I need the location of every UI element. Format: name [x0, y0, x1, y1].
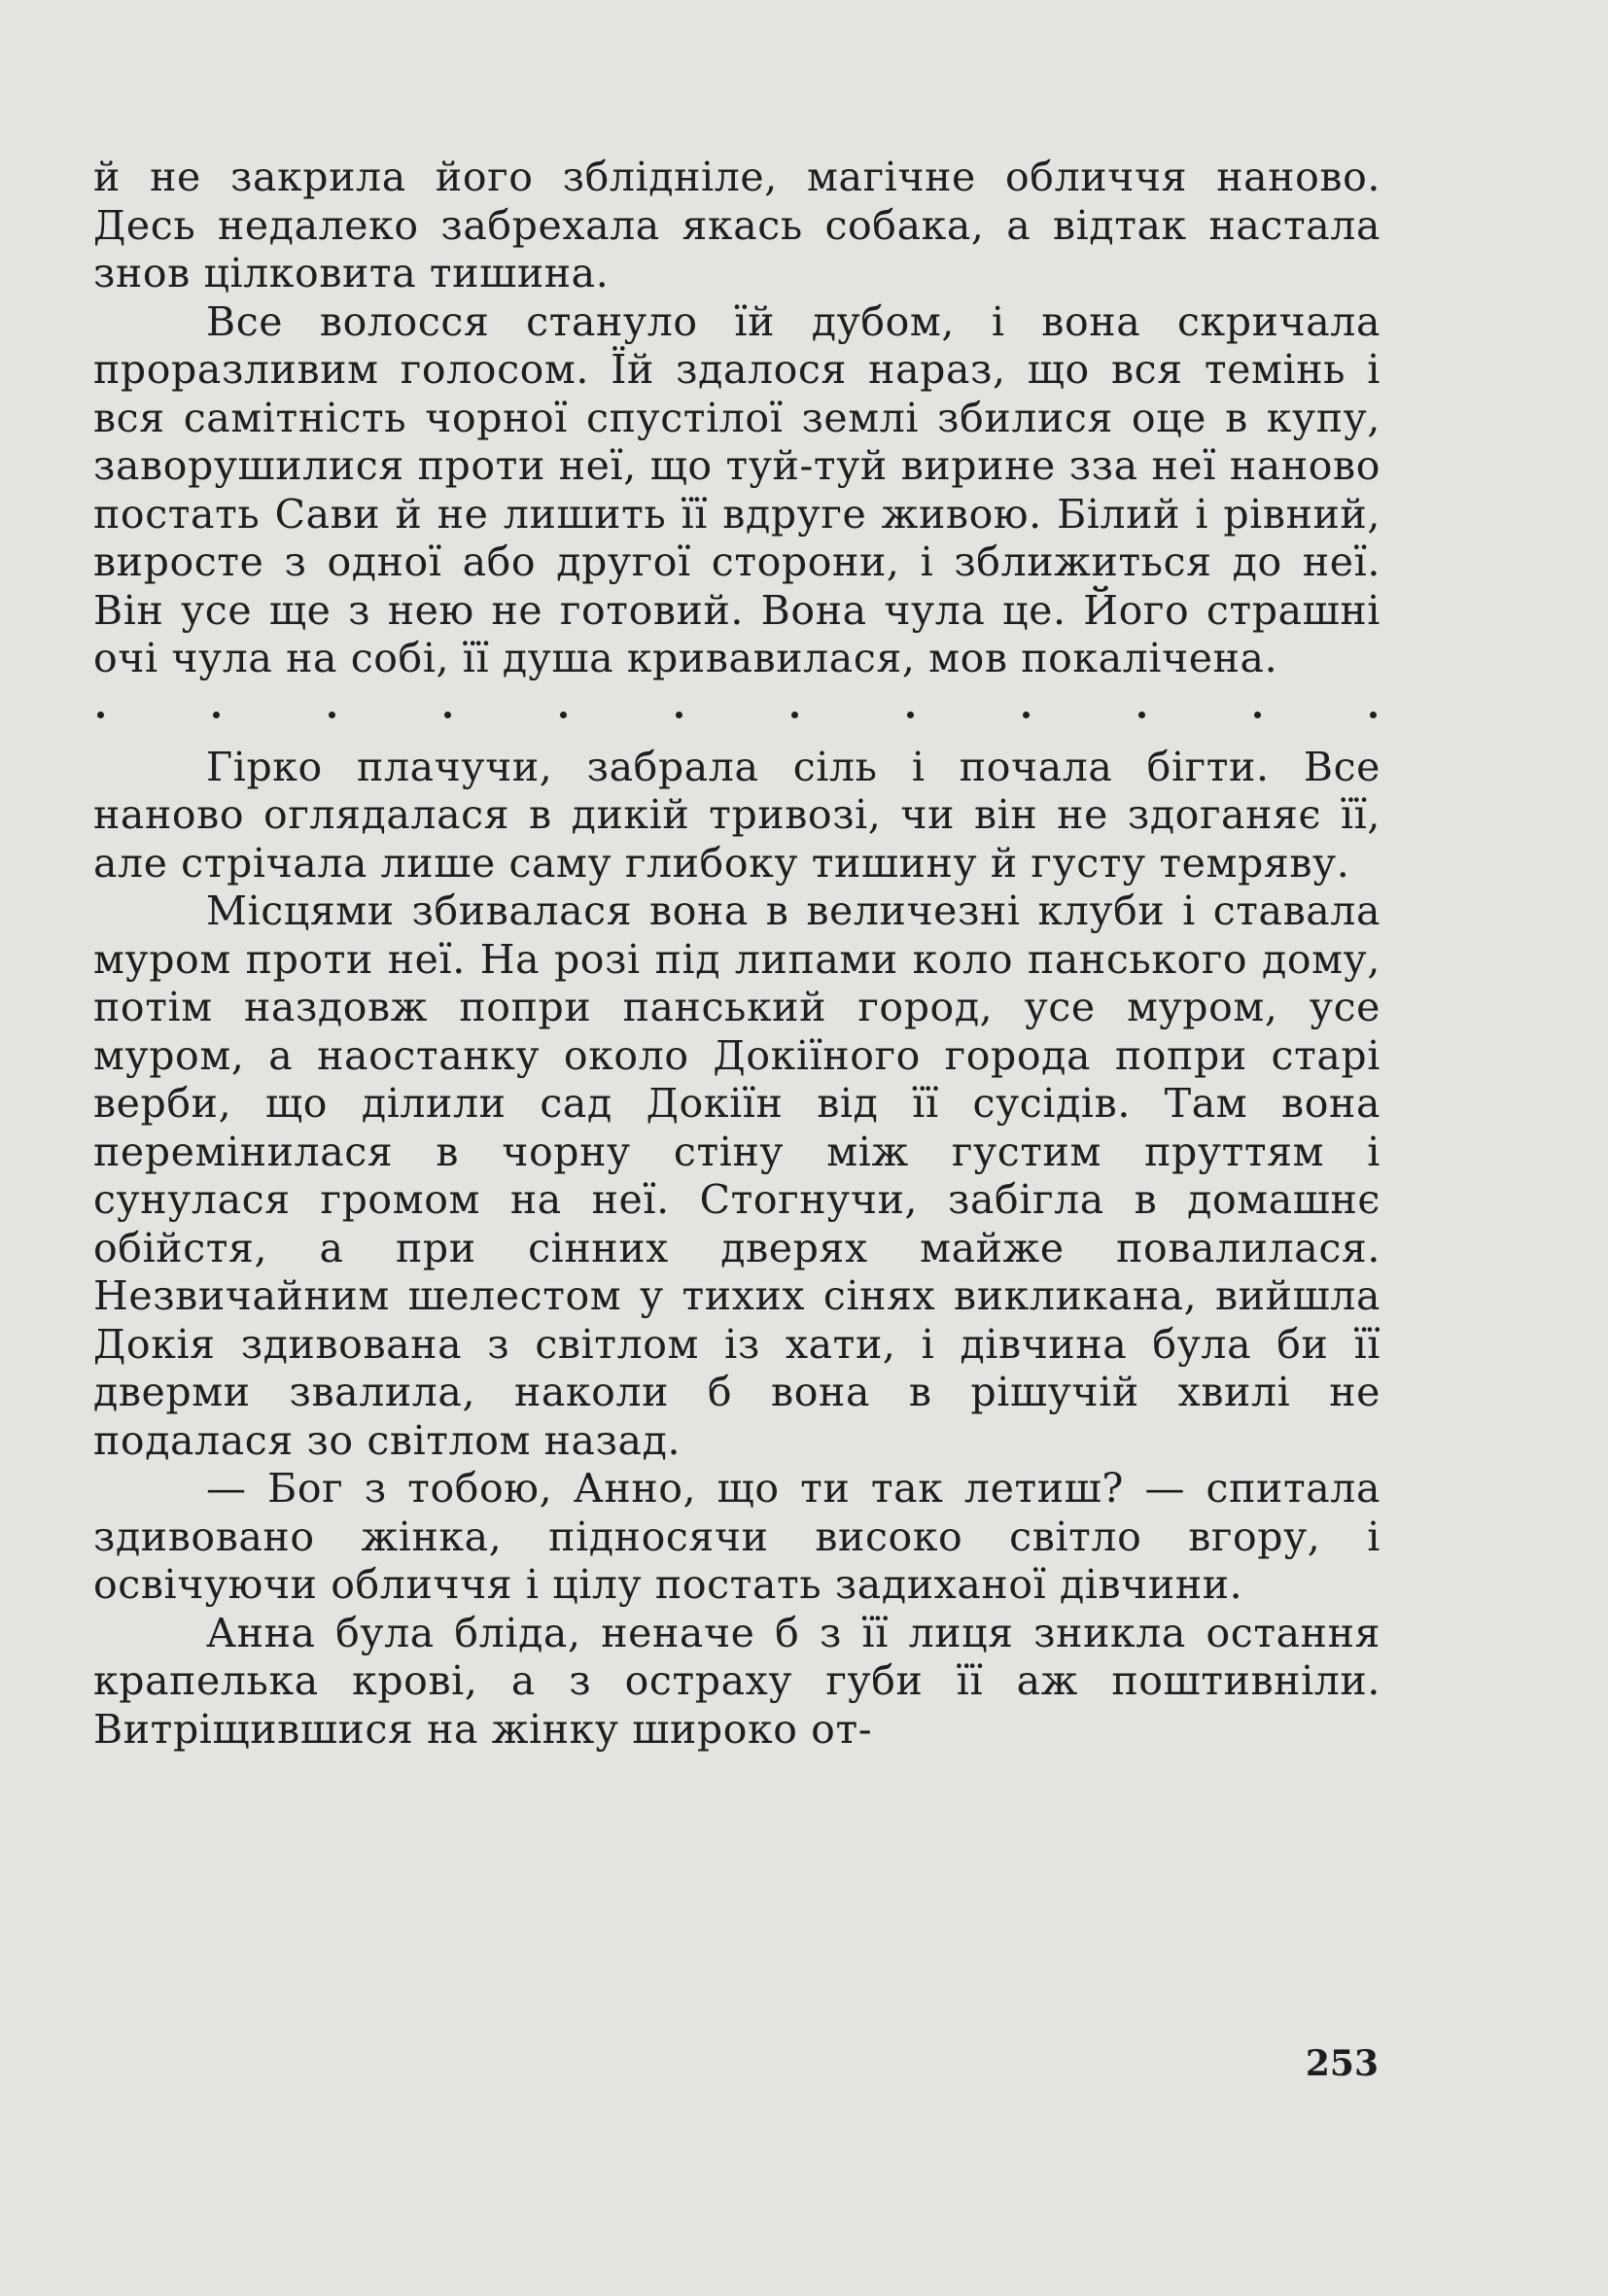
page-number: 253: [1305, 2043, 1379, 2084]
separator-dot: [791, 712, 798, 718]
separator-dot: [907, 712, 914, 718]
separator-dot: [444, 712, 451, 718]
section-separator-dots: [93, 701, 1381, 730]
separator-dot: [560, 712, 567, 718]
separator-dot: [676, 712, 682, 718]
separator-dot: [97, 712, 104, 718]
paragraph-2: Все волосся стануло їй дубом, і вона скричала проразливим голосом. Їй здалося нараз, що вся темінь і вся самітність чорної спустілої землі збилися оце в купу, заворушилися проти неї, що туй-туй вирине зза неї наново постать Сави й не лишить її вдруге живою. Білий і рівний, виросте з одної або другої сторони, і зближиться до неї. Він усе ще з нею не готовий. Вона чула це. Його страшні очі чула на собі, її душа кривавилася, мов покалічена.: [93, 297, 1381, 681]
paragraph-6: Анна була бліда, неначе б з її лиця зникла остання крапелька крові, а з остраху губи її аж поштивніли. Витріщившися на жінку широко от-: [93, 1609, 1381, 1753]
separator-dot: [1254, 712, 1261, 718]
separator-dot: [329, 712, 335, 718]
separator-dot: [213, 712, 220, 718]
separator-dot: [1023, 712, 1030, 718]
paragraph-3: Гірко плачучи, забрала сіль і почала бігти. Все наново оглядалася в дикій тривозі, чи він не здоганяє її, але стрічала лише саму глибоку тишину й густу темряву.: [93, 743, 1381, 887]
separator-dot: [1370, 712, 1377, 718]
text-body: [93, 154, 1381, 1754]
paragraph-1: й не закрила його зблідніле, магічне обличчя наново. Десь недалеко забрехала якась собака, а відтак настала знов цілковита тишина.: [93, 154, 1381, 296]
paragraph-4: Місцями збивалася вона в величезні клуби і ставала муром проти неї. На розі під липами коло панського дому, потім наздовж попри панський город, усе муром, усе муром, а наостанку около Докіїного города попри старі верби, що ділили сад Докіїн від її сусідів. Там вона перемінилася в чорну стіну між густим пруттям і сунулася громом на неї. Стогнучи, забігла в домашнє обійстя, а при сінних дверях майже повалилася. Незвичайним шелестом у тихих сінях викликана, вийшла Докія здивована з світлом із хати, і дівчина була би її дверми звалила, наколи б вона в рішучій хвилі не подалася зо світлом назад.: [93, 887, 1381, 1464]
separator-dot: [1138, 712, 1145, 718]
paragraph-5: — Бог з тобою, Анно, що ти так летиш? — спитала здивовано жінка, підносячи високо світло вгору, і освічуючи обличчя і цілу постать задиханої дівчини.: [93, 1465, 1381, 1608]
